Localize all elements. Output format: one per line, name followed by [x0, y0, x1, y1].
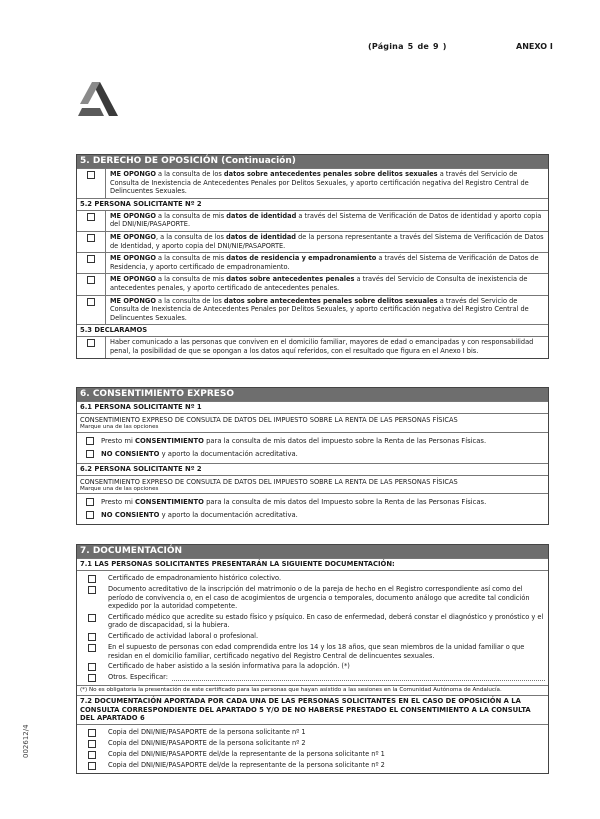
opposition-row: ME OPONGO a la consulta de mis datos de residencia y empadronamiento a través del Sistema de Verificación de Datos de Residencia, y aporto certificado de empadronamiento. [77, 252, 548, 273]
document-item: Documento acreditativo de la inscripción del matrimonio o de la pareja de hecho en el Registro correspondiente así como del período de convivencia o, en el caso de acogimientos de urgencia o temporales, documento análogo que acredite tal condición expedido por la autoridad competente. [77, 584, 548, 612]
form-code: 002612/4 [22, 724, 30, 758]
section-7-documentation [76, 544, 549, 774]
document-item: Copia del DNI/NIE/PASAPORTE de la persona solicitante nº 1 [77, 727, 548, 738]
footnote: (*) No es obligatoria la presentación de este certificado para las personas que hayan asistido a las sesiones en la Comunidad Autónoma de Andalucía. [77, 685, 548, 695]
page-of-label: de [417, 42, 430, 51]
consent-options [77, 432, 548, 463]
page-indicator [368, 42, 451, 51]
checkbox[interactable] [86, 511, 94, 519]
checkbox[interactable] [88, 586, 96, 594]
document-item: Certificado de haber asistido a la sesión informativa para la adopción. (*) [77, 661, 548, 672]
opposition-row: ME OPONGO, a la consulta de los datos de identidad de la persona representante a través del Sistema de Verificación de Datos de Identidad, y aporto copia del DNI/NIE/PASAPORTE. [77, 231, 548, 252]
subsection-title: 5.3 DECLARAMOS [77, 324, 548, 336]
consent-heading: CONSENTIMIENTO EXPRESO DE CONSULTA DE DATOS DEL IMPUESTO SOBRE LA RENTA DE LAS PERSONAS FÍSICAS Marque una de las opciones [77, 475, 548, 494]
page-paren: ) [442, 42, 447, 51]
subsection-title: 5.2 PERSONA SOLICITANTE Nº 2 [77, 198, 548, 210]
subsection-title: 6.1 PERSONA SOLICITANTE Nº 1 [77, 401, 548, 413]
checkbox[interactable] [88, 674, 96, 682]
opposition-row: ME OPONGO a la consulta de los datos sobre antecedentes penales sobre delitos sexuales a través del Servicio de Consulta de Inexistencia de Antecedentes Penales por Delitos Sexuales, y aporto certificación negativa del Registro Central de Delincuentes Sexuales. [77, 168, 548, 198]
checkbox[interactable] [87, 171, 95, 179]
section-6-consent [76, 387, 549, 525]
consent-option: NO CONSIENTO y aporto la documentación acreditativa. [77, 509, 548, 522]
junta-andalucia-logo [78, 82, 118, 116]
documents-list [77, 570, 548, 685]
document-item: Copia del DNI/NIE/PASAPORTE de la persona solicitante nº 2 [77, 738, 548, 749]
checkbox[interactable] [86, 450, 94, 458]
section-title: 6. CONSENTIMIENTO EXPRESO [77, 388, 548, 401]
section-title: 5. DERECHO DE OPOSICIÓN (Continuación) [77, 155, 548, 168]
checkbox[interactable] [88, 751, 96, 759]
document-item: Certificado de empadronamiento histórico colectivo. [77, 573, 548, 584]
checkbox[interactable] [87, 339, 95, 347]
consent-heading: CONSENTIMIENTO EXPRESO DE CONSULTA DE DATOS DEL IMPUESTO SOBRE LA RENTA DE LAS PERSONAS FÍSICAS Marque una de las opciones [77, 413, 548, 432]
document-item: Certificado médico que acredite su estado físico y psíquico. En caso de enfermedad, deberá constar el diagnóstico y pronóstico y el grado de discapacidad, si la hubiera. [77, 612, 548, 631]
checkbox[interactable] [88, 614, 96, 622]
declaration-row: Haber comunicado a las personas que conviven en el domicilio familiar, mayores de edad o emancipadas y con responsabilidad penal, la posibilidad de que se opongan a los datos aquí referidos, con el resultado que figura en el Anexo I bis. [77, 336, 548, 357]
consent-option: Presto mi CONSENTIMIENTO para la consulta de mis datos del Impuesto sobre la Renta de las Personas Físicas. [77, 496, 548, 509]
document-item: Certificado de actividad laboral o profesional. [77, 631, 548, 642]
copies-list [77, 724, 548, 773]
page-total: 9 [433, 42, 439, 51]
opposition-row: ME OPONGO a la consulta de mis datos sobre antecedentes penales a través del Servicio de Consulta de inexistencia de antecedentes penales, y aporto certificado de antecedentes penales. [77, 273, 548, 294]
specify-field[interactable] [172, 673, 545, 681]
consent-option: Presto mi CONSENTIMIENTO para la consulta de mis datos del impuesto sobre la Renta de las Personas Físicas. [77, 435, 548, 448]
checkbox[interactable] [87, 276, 95, 284]
checkbox[interactable] [87, 255, 95, 263]
document-item: Copia del DNI/NIE/PASAPORTE del/de la representante de la persona solicitante nº 2 [77, 760, 548, 771]
checkbox[interactable] [88, 575, 96, 583]
checkbox[interactable] [86, 498, 94, 506]
subsection-title: 7.1 LAS PERSONAS SOLICITANTES PRESENTARÁN LA SIGUIENTE DOCUMENTACIÓN: [77, 558, 548, 570]
subsection-title: 6.2 PERSONA SOLICITANTE Nº 2 [77, 463, 548, 475]
document-item: En el supuesto de personas con edad comprendida entre los 14 y los 18 años, que sean miembros de la unidad familiar o que residan en el domicilio familiar, certificado negativo del Registro Central de delincuentes sexuales. [77, 642, 548, 661]
page-number: 5 [407, 42, 414, 51]
document-item: Otros. Especificar: [77, 672, 548, 683]
section-title: 7. DOCUMENTACIÓN [77, 545, 548, 558]
opposition-row: ME OPONGO a la consulta de mis datos de identidad a través del Sistema de Verificación de Datos de identidad y aporto copia del DNI/NIE/PASAPORTE. [77, 210, 548, 231]
checkbox[interactable] [86, 437, 94, 445]
document-item: Copia del DNI/NIE/PASAPORTE del/de la representante de la persona solicitante nº 1 [77, 749, 548, 760]
consent-options [77, 493, 548, 524]
subsection-title: 7.2 DOCUMENTACIÓN APORTADA POR CADA UNA DE LAS PERSONAS SOLICITANTES EN EL CASO DE OPOSICIÓN A LA CONSULTA CORRESPONDIENTE DEL APARTADO 5 Y/O DE NO HABERSE PRESTADO EL CONSENTIMIENTO A LA CONSULTA DEL APARTADO 6 [77, 695, 548, 724]
checkbox[interactable] [87, 298, 95, 306]
consent-option: NO CONSIENTO y aporto la documentación acreditativa. [77, 448, 548, 461]
checkbox[interactable] [88, 633, 96, 641]
annex-label: ANEXO I [516, 42, 553, 51]
checkbox[interactable] [87, 213, 95, 221]
checkbox[interactable] [88, 762, 96, 770]
page-label: (Página [368, 42, 404, 51]
checkbox[interactable] [88, 729, 96, 737]
checkbox[interactable] [88, 740, 96, 748]
checkbox[interactable] [88, 644, 96, 652]
checkbox[interactable] [88, 663, 96, 671]
checkbox[interactable] [87, 234, 95, 242]
opposition-row: ME OPONGO a la consulta de los datos sobre antecedentes penales sobre delitos sexuales a través del Servicio de Consulta de Inexistencia de Antecedentes Penales por Delitos Sexuales, y aporto certificación negativa del Registro Central de Delincuentes Sexuales. [77, 295, 548, 325]
section-5-opposition [76, 154, 549, 359]
